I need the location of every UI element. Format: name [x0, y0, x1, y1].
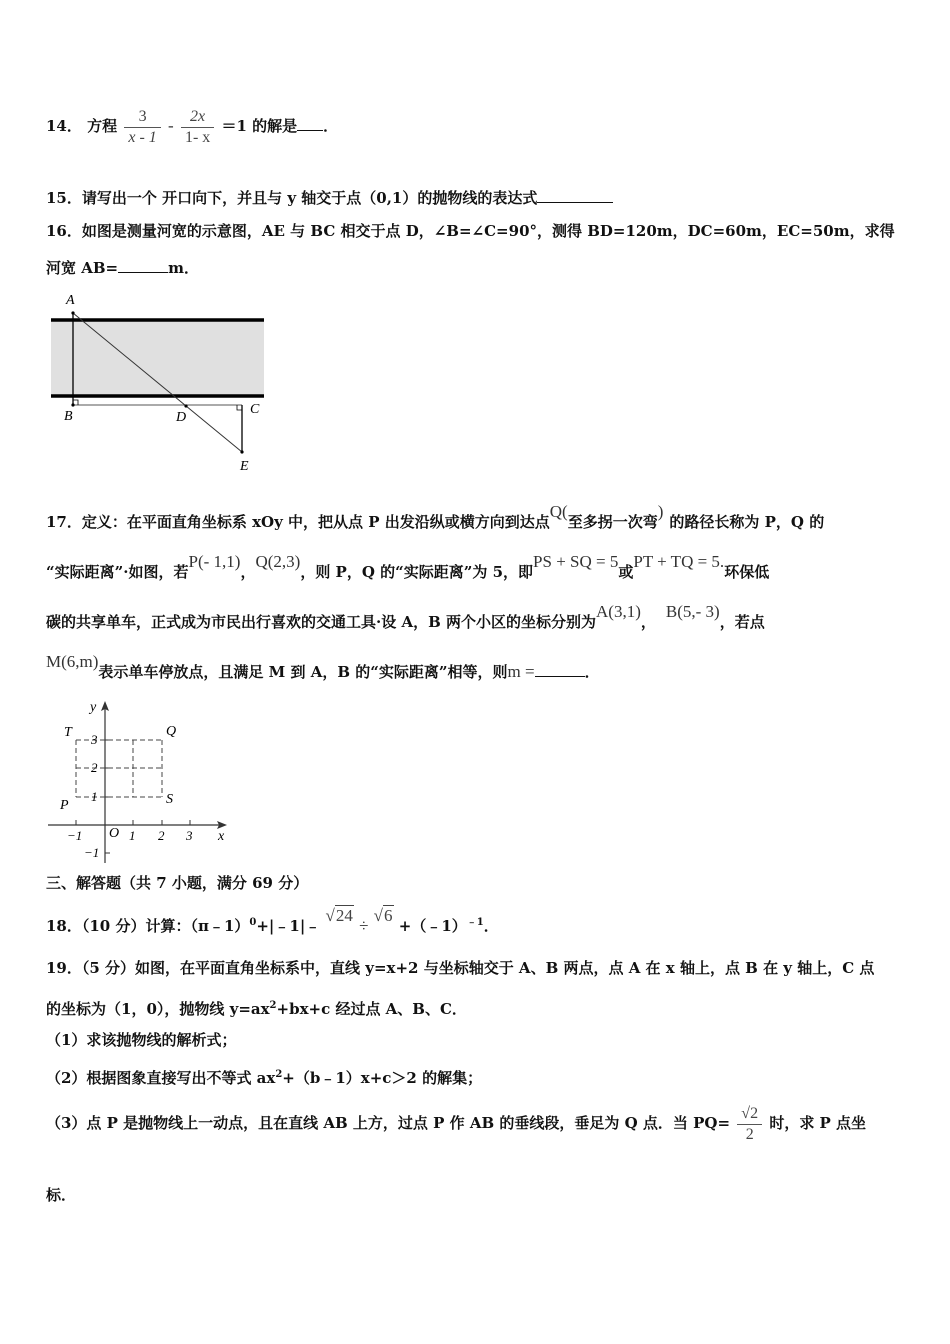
q19-part3-a: （3）点 P 是抛物线上一动点，且在直线 AB 上方，过点 P 作 AB 的垂线段，垂足为 Q 点．当 PQ= — [46, 1114, 731, 1132]
x-axis-label: x — [218, 829, 225, 844]
y-tick-3: 3 — [91, 732, 98, 747]
label-A: A — [66, 293, 75, 308]
section-3-title: 三、解答题（共 7 小题，满分 69 分） — [46, 874, 309, 892]
q14-fraction-2: $\frac{2x}{1- x}$ — [181, 107, 214, 148]
label-B: B — [64, 409, 73, 424]
q17-point-M: M(6,m) — [46, 652, 99, 671]
point-T-label: T — [64, 725, 72, 740]
question-17-line3: 碳的共享单车，正式成为市民出行喜欢的交通工具·设 A，B 两个小区的坐标分别为A(3,1)，B(5,- 3)，若点 — [46, 602, 765, 631]
x-tick-neg1: −1 — [67, 828, 83, 843]
point-S-label: S — [166, 792, 173, 807]
q15-text: 15．请写出一个 开口向下，并且与 y 轴交于点（0,1）的抛物线的表达式 — [46, 189, 538, 207]
q16-suffix: m． — [168, 259, 199, 277]
q17-paren-close: ) — [657, 502, 664, 521]
q16-text: 16．如图是测量河宽的示意图，AE 与 BC 相交于点 D，∠B=∠C=90°，测得 BD=120m，DC=60m，EC=50m，求得 — [46, 222, 895, 240]
question-16-line1 — [46, 221, 895, 241]
q19-text-2a: 的坐标为（1，0），抛物线 y=ax — [46, 1000, 270, 1018]
q14-fraction-1: $\frac{3}{x - 1}$ — [124, 107, 160, 148]
question-16-line2 — [46, 258, 199, 278]
q17-point-A: A(3,1) — [596, 602, 641, 621]
x-tick-3: 3 — [186, 828, 193, 843]
q19-part2-b: +（b﹣1）x+c＞2 的解集； — [282, 1069, 483, 1087]
river-area — [51, 320, 264, 395]
question-19-line1 — [46, 958, 874, 978]
q17-text-b: 至多拐一次弯 — [567, 513, 658, 531]
label-C: C — [250, 402, 260, 417]
q17-eq2: PT + TQ = 5. — [633, 552, 725, 571]
q19-part3-b: 时，求 P 点坐 — [769, 1114, 867, 1132]
y-axis-label: y — [90, 700, 97, 715]
origin-label: O — [109, 826, 120, 841]
q17-point-q: Q( — [549, 502, 568, 521]
q18-exponent-0: 0 — [249, 917, 257, 928]
x-tick-2: 2 — [158, 828, 165, 843]
question-19-line2: 的坐标为（1，0），抛物线 $y=ax^2+bx+c$ 经过点 A、B、C． — [46, 1000, 467, 1018]
q18-mid: +|﹣1|﹣ — [256, 917, 321, 935]
q17-line2-a: “实际距离”·如图，若 — [46, 563, 189, 581]
q16-prefix: 河宽 AB= — [46, 259, 119, 277]
q17-text-a: 17．定义：在平面直角坐标系 xOy 中，把从点 P 出发沿纵或横方向到达点 — [46, 513, 550, 531]
q18-divide: ÷ — [359, 916, 369, 935]
q14-minus: - — [168, 116, 174, 135]
q17-eq1: PS + SQ = 5 — [533, 552, 619, 571]
river-width-diagram — [45, 288, 275, 478]
q14-prefix: 方程 — [87, 117, 118, 135]
q19-part3-c: 标． — [46, 1186, 77, 1204]
question-17-line4: M(6,m)表示单车停放点，且满足 M 到 A，B 的“实际距离”相等，则m = ． — [46, 652, 600, 681]
q18-exponent-neg1: ﹣1 — [466, 917, 484, 928]
question-19-part1 — [46, 1030, 236, 1050]
right-angle-C-icon — [237, 405, 242, 410]
q17-line2-b: ，则 P，Q 的“实际距离”为 5，即 — [300, 563, 534, 581]
label-D: D — [176, 410, 187, 425]
section-3-heading — [46, 873, 308, 893]
x-tick-1: 1 — [129, 828, 136, 843]
question-14 — [46, 104, 338, 148]
q14-number: 14． — [46, 117, 82, 135]
q14-suffix: ＝1 的解是 — [221, 117, 298, 135]
q19-part2-a: （2）根据图象直接写出不等式 ax — [46, 1069, 276, 1087]
question-19-part3 — [46, 1101, 866, 1145]
question-19-part3-cont — [46, 1185, 76, 1205]
question-17-line2: “实际距离”·如图，若P(- 1,1)，Q(2,3)，则 P，Q 的“实际距离”为 5，即PS + SQ = 5或PT + TQ = 5.环保低 — [46, 552, 770, 581]
q16-answer-blank[interactable] — [118, 258, 168, 273]
y-tick-2: 2 — [91, 760, 98, 775]
question-18: 18．（10 分）计算：（π﹣1）$^0$+|﹣1|﹣ √24 ÷ √6 +（﹣1）$^{﹣1}$． — [46, 906, 499, 935]
q14-end: ． — [323, 117, 339, 135]
q17-answer-blank[interactable] — [535, 662, 585, 677]
q18-sqrt-6: √6 — [373, 906, 393, 925]
point-Q-label: Q — [166, 724, 177, 739]
label-E: E — [240, 459, 249, 474]
q14-answer-blank[interactable] — [297, 116, 323, 131]
coordinate-grid-diagram — [42, 697, 237, 867]
question-15 — [46, 188, 613, 208]
q15-answer-blank[interactable] — [537, 188, 613, 203]
dashed-grid — [76, 740, 162, 797]
q18-tail: +（﹣1） — [398, 917, 467, 935]
q17-text-c: 的路径长称为 P，Q 的 — [669, 513, 825, 531]
q19-fraction-sqrt2-over-2: $\frac{√2}{2}$ — [737, 1104, 762, 1145]
y-tick-1: 1 — [91, 789, 98, 804]
q19-part1-text: （1）求该抛物线的解析式； — [46, 1031, 237, 1049]
q17-point-Q: Q(2,3) — [255, 552, 301, 571]
q17-point-B: B(5,- 3) — [665, 602, 720, 621]
question-17-line1 — [46, 502, 825, 532]
q18-prefix: 18．（10 分）计算：（π﹣1） — [46, 917, 250, 935]
y-tick-neg1: −1 — [84, 845, 100, 860]
q18-sqrt-24: √24 — [325, 906, 353, 925]
q17-point-P: P(- 1,1) — [188, 552, 241, 571]
q17-m-eq: m = — [507, 662, 535, 681]
q19-text-2b: +bx+c 经过点 A、B、C． — [276, 1000, 467, 1018]
q17-line3-a: 碳的共享单车，正式成为市民出行喜欢的交通工具·设 A，B 两个小区的坐标分别为 — [46, 613, 596, 631]
q19-text-1: 19．（5 分）如图，在平面直角坐标系中，直线 y=x+2 与坐标轴交于 A、B 两点，点 A 在 x 轴上，点 B 在 y 轴上，C 点 — [46, 959, 875, 977]
q17-line4-a: 表示单车停放点，且满足 M 到 A，B 的“实际距离”相等，则 — [98, 663, 508, 681]
point-P-label: P — [60, 798, 69, 813]
question-19-part2: （2）根据图象直接写出不等式 $ax^2+(b﹣1)x+c>2$ 的解集； — [46, 1069, 483, 1087]
